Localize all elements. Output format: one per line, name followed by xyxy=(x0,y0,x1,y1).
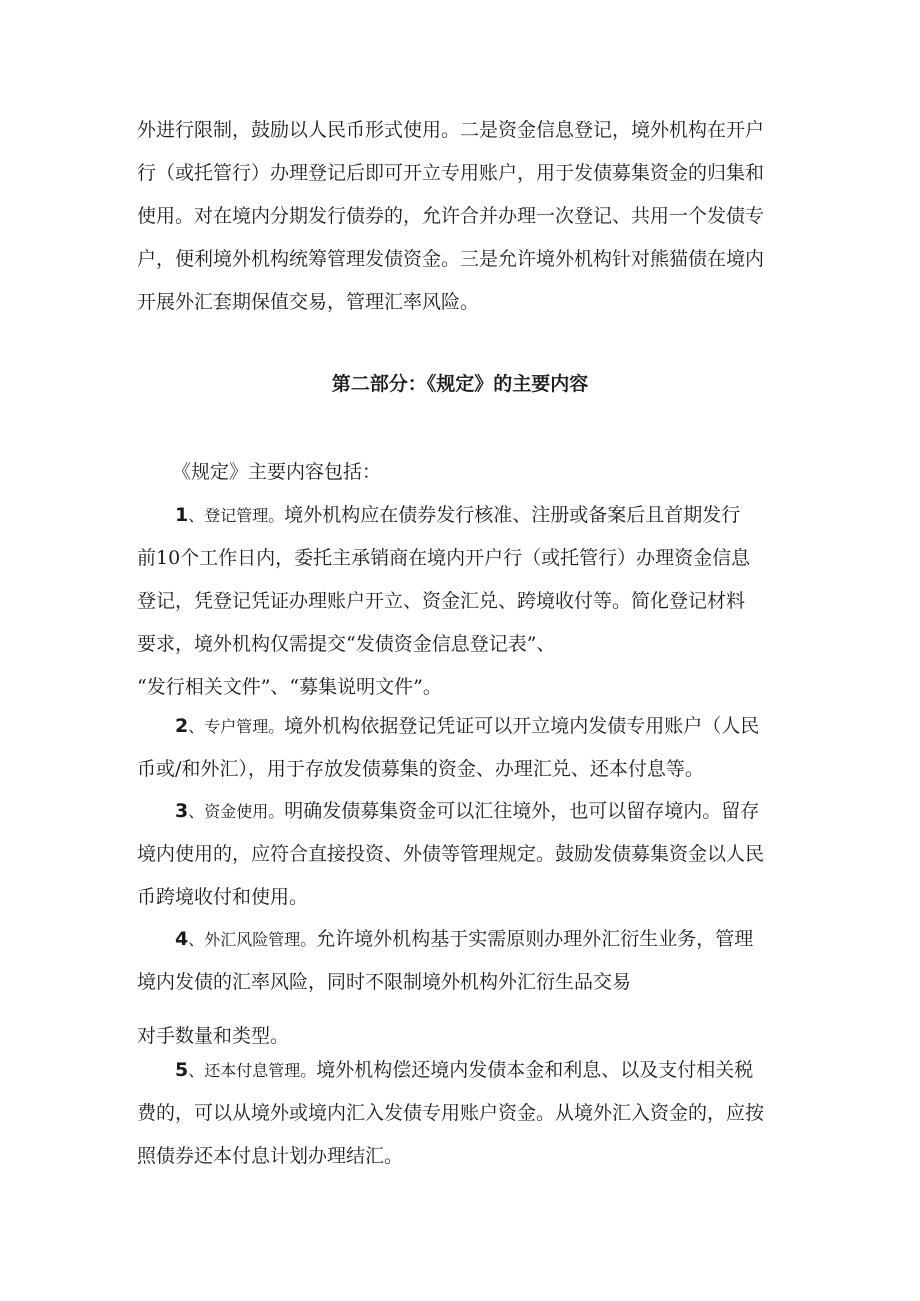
text-line: 境内发债的汇率风险，同时不限制境外机构外汇衍生品交易 xyxy=(137,971,632,993)
item-number: 3 xyxy=(175,800,189,822)
item-first-line xyxy=(137,793,797,829)
item-label: 、外汇风险管理。 xyxy=(188,930,317,949)
text-line: 币跨境收付和使用。 xyxy=(137,886,309,908)
text-line: 外进行限制，鼓励以人民币形式使用。二是资金信息登记，境外机构在开户 xyxy=(137,119,765,141)
list-item-account xyxy=(137,708,797,787)
item-number: 2 xyxy=(175,715,189,737)
intro-paragraph xyxy=(137,112,797,320)
item-first-line xyxy=(137,497,797,533)
text-line: 前10个工作日内，委托主承销商在境内开户行（或托管行）办理资金信息 xyxy=(137,547,751,569)
text-line: 行（或托管行）办理登记后即可开立专用账户，用于发债募集资金的归集和 xyxy=(137,162,765,184)
item-first-line xyxy=(137,708,797,744)
item-text: 境外机构偿还境内发债本金和利息、以及支付相关税 xyxy=(316,1059,754,1081)
item-label: 、登记管理。 xyxy=(188,506,285,525)
item-text: 明确发债募集资金可以汇往境外，也可以留存境内。留存 xyxy=(284,800,760,822)
item-number: 4 xyxy=(175,928,189,950)
item-text: 境外机构依据登记凭证可以开立境内发债专用账户（人民 xyxy=(284,715,760,737)
list-item-fund-use xyxy=(137,793,797,915)
text-line: “发行相关文件”、“募集说明文件”。 xyxy=(137,676,442,698)
item-first-line xyxy=(137,921,797,957)
item-label: 、专户管理。 xyxy=(188,717,285,736)
text-line: 登记，凭登记凭证办理账户开立、资金汇兑、跨境收付等。简化登记材料 xyxy=(137,590,746,612)
list-item-repayment xyxy=(137,1052,797,1174)
item-number: 1 xyxy=(175,504,189,526)
lead-text: 《规定》主要内容包括： xyxy=(172,461,382,483)
item-number: 5 xyxy=(175,1059,189,1081)
text-line: 要求，境外机构仅需提交“发债资金信息登记表”、 xyxy=(137,633,556,655)
item-text: 允许境外机构基于实需原则办理外汇衍生业务，管理 xyxy=(316,928,754,950)
list-item-registration xyxy=(137,497,797,705)
text-line: 费的，可以从境外或境内汇入发债专用账户资金。从境外汇入资金的，应按 xyxy=(137,1102,765,1124)
list-item-fx-risk xyxy=(137,921,797,1054)
text-line: 境内使用的，应符合直接投资、外债等管理规定。鼓励发债募集资金以人民 xyxy=(137,843,765,865)
section-heading: 第二部分：《规定》的主要内容 xyxy=(331,373,589,395)
item-text: 境外机构应在债券发行核准、注册或备案后且首期发行 xyxy=(284,504,741,526)
text-line: 使用。对在境内分期发行债券的，允许合并办理一次登记、共用一个发债专 xyxy=(137,205,765,227)
text-line: 开展外汇套期保值交易，管理汇率风险。 xyxy=(137,291,480,313)
text-line: 对手数量和类型。 xyxy=(137,1025,290,1047)
item-label: 、资金使用。 xyxy=(188,802,285,821)
item-label: 、还本付息管理。 xyxy=(188,1061,317,1080)
text-line: 户，便利境外机构统筹管理发债资金。三是允许境外机构针对熊猫债在境内 xyxy=(137,248,765,270)
text-line: 照债券还本付息计划办理结汇。 xyxy=(137,1145,404,1167)
text-line: 币或/和外汇），用于存放发债募集的资金、办理汇兑、还本付息等。 xyxy=(137,758,704,780)
item-first-line xyxy=(137,1052,797,1088)
lead-line xyxy=(172,454,832,490)
